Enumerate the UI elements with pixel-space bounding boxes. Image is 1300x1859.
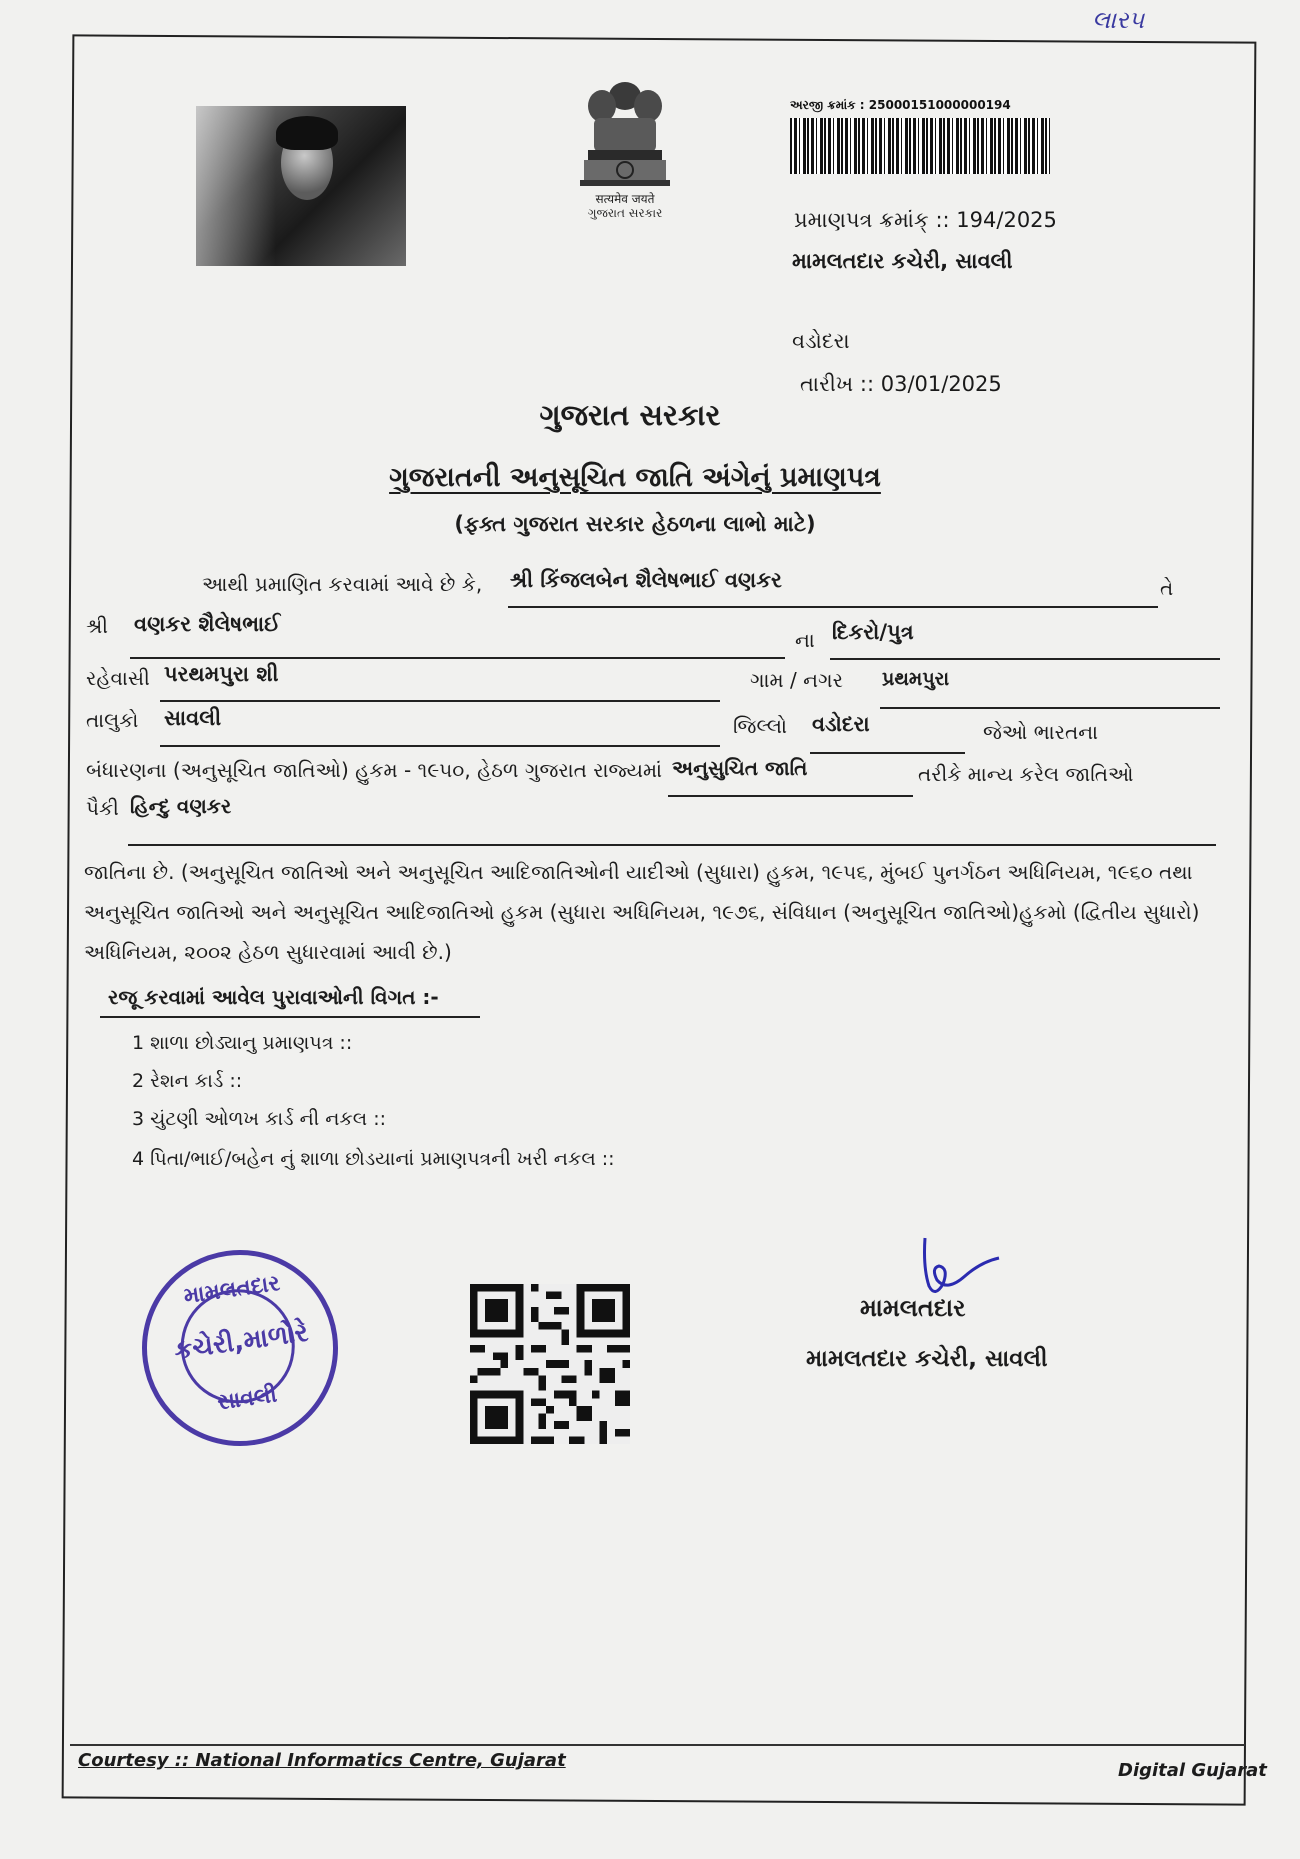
footer-divider [70,1744,1245,1746]
signatory-designation: મામલતદાર [860,1294,966,1322]
category-value: અનુસુચિત જાતિ [672,756,808,780]
village-label: ગામ / નગર [750,668,843,692]
stamp-middle-text: કચેરી,માળોરે [172,1317,310,1367]
among-label: પૈકી [86,796,119,820]
relation-line [830,658,1220,660]
certificate-title [0,462,1270,494]
issue-date-row [800,372,1002,397]
evidence-item: 3 ચુંટણી ઓળખ કાર્ડ ની નકલ :: [132,1108,387,1130]
village-line [880,707,1220,709]
certificate-number-label: પ્રમાણપત્ર ક્રમાંક્ [794,208,929,232]
footer-brand: Digital Gujarat [1118,1760,1267,1781]
emblem-caption: ગુજરાત સરકાર [587,206,663,220]
district-label: જિલ્લો [733,714,787,738]
caste-line [128,844,1216,846]
relation-value: દિકરો/પુત્ર [832,620,914,644]
applicant-name-line [508,606,1158,608]
village-value: પ્રથમપુરા [882,668,950,690]
caste-value: હિન્દુ વણકર [130,794,232,818]
certificate-number-separator: :: [935,208,950,232]
stamp-bottom-text: સાવલી [215,1382,279,1416]
footer-courtesy: Courtesy :: National Informatics Centre, Gujarat [78,1750,566,1771]
applicant-photo [196,106,406,266]
resident-line [160,700,720,702]
parent-name: વણકર શૈલેષભાઈ [134,612,281,636]
government-heading: ગુજરાત સરકાર [539,398,721,432]
category-line [668,795,913,797]
shri-label: શ્રી [86,614,109,638]
taluka-value: સાવલી [164,706,222,730]
certificate-number-row [794,208,1057,233]
lion-capital-icon [570,74,680,192]
taluka-label: તાલુકો [86,708,139,732]
constitution-text: બંધારણના (અનુસૂચિત જાતિઓ) હુકમ - ૧૯૫૦, હેઠળ ગુજરાત રાજ્યમાં [86,758,662,782]
evidence-heading-line [100,1016,480,1018]
district-line [810,752,965,754]
evidence-heading: રજૂ કરવામાં આવેલ પુરાવાઓની વિગત :- [108,985,439,1009]
evidence-item: 1 શાળા છોડ્યાનુ પ્રમાણપત્ર :: [132,1032,353,1054]
national-emblem [560,74,690,234]
stamp-top-text: મામલતદાર [182,1270,282,1310]
issue-place: વડોદરા [792,329,850,353]
district-value: વડોદરા [812,712,870,736]
certificate-title-text: ગુજરાતની અનુસૂચિત જાતિ અંગેનું પ્રમાણપત્ર [389,462,881,493]
evidence-item: 2 રેશન કાર્ડ :: [132,1070,243,1092]
na-text: ના [795,628,815,652]
taluka-line [160,745,720,747]
issue-date-label: તારીખ :: [800,372,875,396]
india-text: જેઓ ભારતના [983,720,1099,744]
signatory-office: મામલતદાર કચેરી, સાવલી [806,1346,1048,1372]
barcode [790,118,1050,174]
certificate-subtitle: (ફક્ત ગુજરાત સરકાર હેઠળના લાભો માટે) [454,512,816,536]
issue-date: 03/01/2025 [880,372,1002,396]
evidence-item: 4 પિતા/ભાઈ/બહેન નું શાળા છોડયાનાં પ્રમાણપત્રની ખરી નકલ :: [132,1148,615,1170]
resident-label: રહેવાસી [86,666,150,690]
emblem-motto: सत्यमेव जयते [595,192,655,206]
handwritten-note: લાર૫ [1092,6,1145,34]
parent-name-line [130,657,785,659]
application-number: અરજી ક્રમાંક : 25000151000000194 [790,98,1011,112]
applicant-name: શ્રી કિંજલબેન શૈલેષભાઈ વણકર [510,568,782,592]
issuing-office: મામલતદાર કચેરી, સાવલી [792,249,1013,273]
intro-text: આથી પ્રમાણિત કરવામાં આવે છે કે, [202,572,483,596]
qr-code [470,1280,630,1448]
te-text: તે [1160,576,1174,600]
certificate-number: 194/2025 [956,208,1057,232]
resident-value: પરથમપુરા શી [164,662,279,686]
legal-paragraph: જાતિના છે. (અનુસૂચિત જાતિઓ અને અનુસૂચિત આદિજાતિઓની યાદીઓ (સુધારા) હુકમ, ૧૯૫૬, મુંબઈ પુનર્ગઠન અધિનિયમ, ૧૯૬૦ તથા અનુસૂચિત જાતિઓ અને અનુસૂચિત આદિજાતિઓ હુકમ (સુધારા અધિનિયમ, ૧૯૭૬, સંવિધાન (અનુસૂચિત જાતિઓ)હુકમો (દ્વિતીય સુધારો) અધિનિયમ, ૨૦૦૨ હેઠળ સુધારવામાં આવી છે.) [84,860,1200,964]
recognized-text: તરીકે માન્ય કરેલ જાતિઓ [918,762,1134,786]
